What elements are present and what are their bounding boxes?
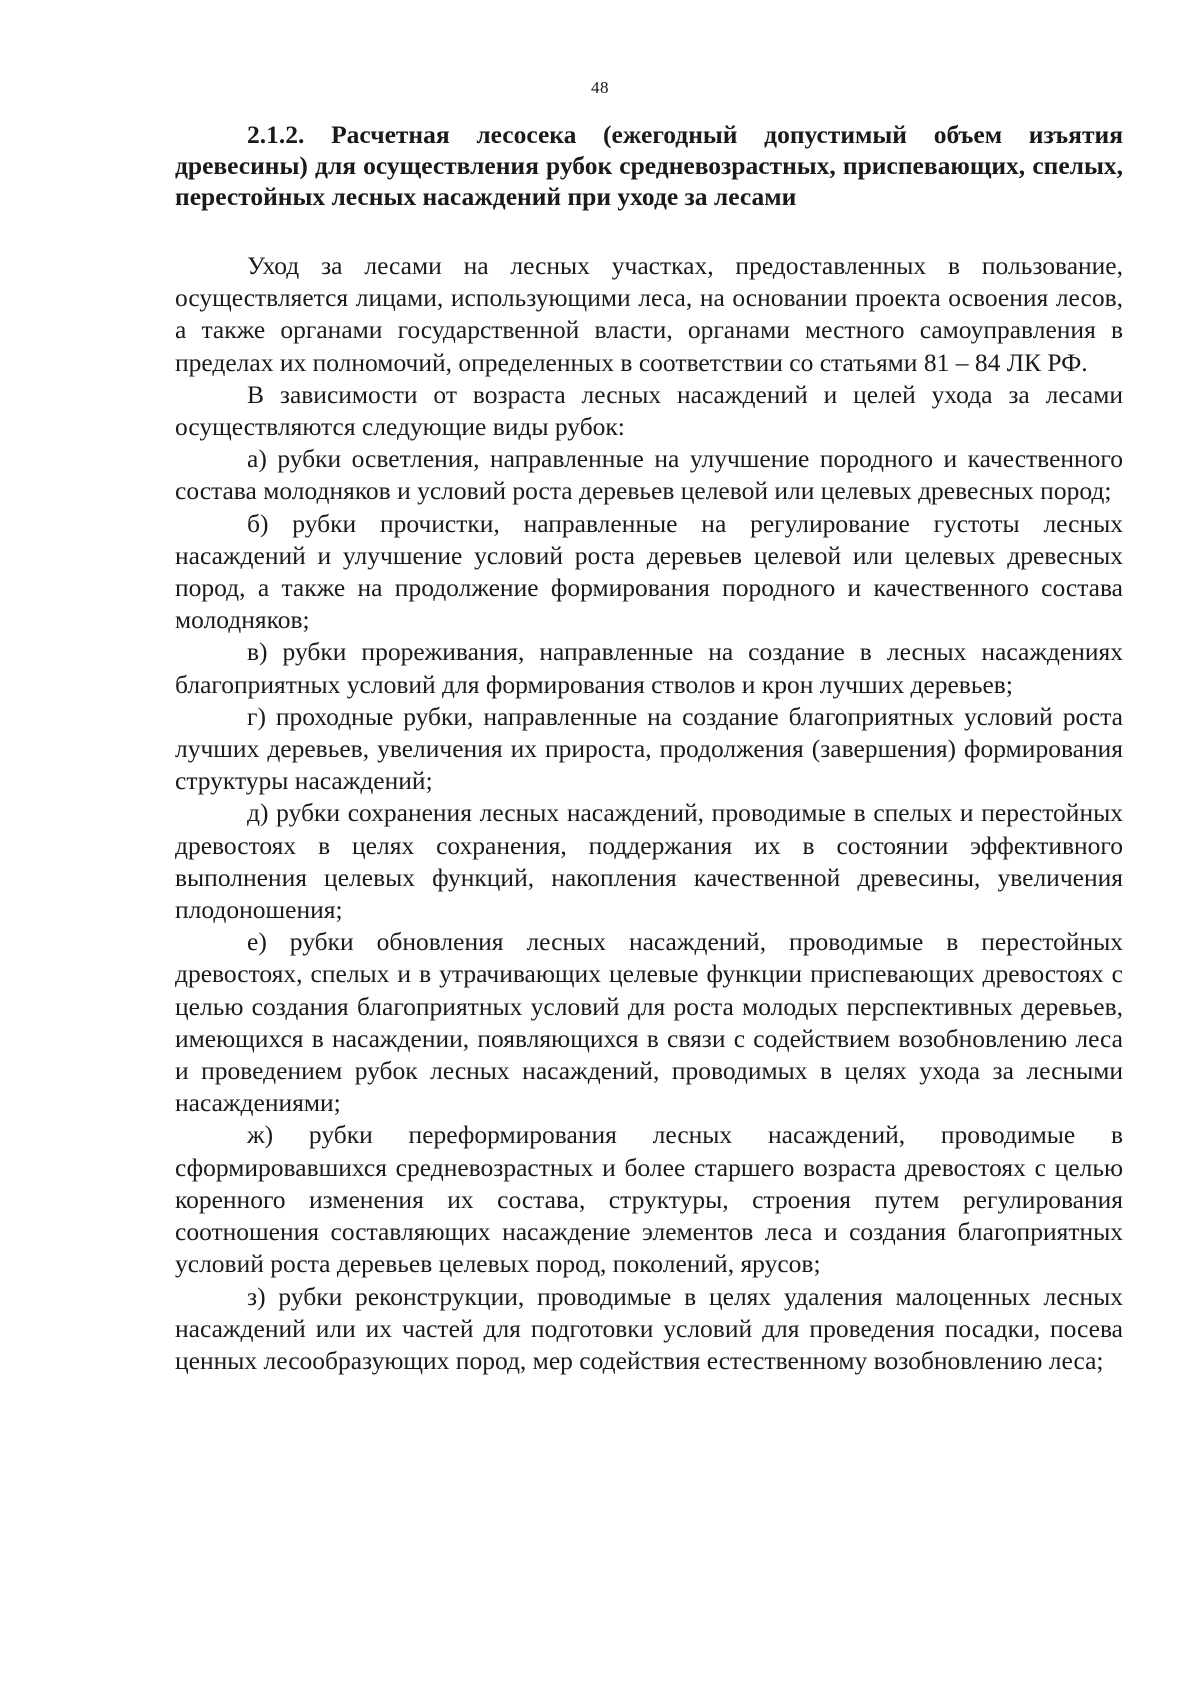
list-item-b: б) рубки прочистки, направленные на регулирование густоты лесных насаждений и улучшение условий роста деревьев целевой или целевых древесных пород, а также на продолжение формирования породного и качественного состава молодняков;	[175, 508, 1123, 635]
list-item-v: в) рубки прореживания, направленные на создание в лесных насаждениях благоприятных условий для формирования стволов и крон лучших деревьев;	[175, 637, 1123, 699]
section-heading: 2.1.2. Расчетная лесосека (ежегодный допустимый объем изъятия древесины) для осуществления рубок средневозрастных, приспевающих, спелых, перестойных лесных насаждений при уходе за лесами	[175, 120, 1123, 211]
body-text	[175, 250, 1123, 1377]
list-item-e: е) рубки обновления лесных насаждений, проводимые в перестойных древостоях, спелых и в утрачивающих целевые функции приспевающих древостоях с целью создания благоприятных условий для роста молодых перспективных деревьев, имеющихся в насаждении, появляющихся в связи с содействием возобновлению леса и проведением рубок лесных насаждений, проводимых в целях ухода за лесными насаждениями;	[175, 927, 1123, 1118]
page-number: 48	[591, 78, 609, 97]
list-item-z: з) рубки реконструкции, проводимые в целях удаления малоценных лесных насаждений или их частей для подготовки условий для проведения посадки, посева ценных лесообразующих пород, мер содействия естественному возобновлению леса;	[175, 1281, 1123, 1375]
paragraph-types-intro: В зависимости от возраста лесных насаждений и целей ухода за лесами осуществляются следующие виды рубок:	[175, 379, 1123, 442]
list-item-a: а) рубки осветления, направленные на улучшение породного и качественного состава молодняков и условий роста деревьев целевой или целевых древесных пород;	[175, 444, 1123, 506]
list-item-zh: ж) рубки переформирования лесных насаждений, проводимые в сформировавшихся средневозрастных и более старшего возраста древостоях с целью коренного изменения их состава, структуры, строения путем регулирования соотношения составляющих насаждение элементов леса и создания благоприятных условий роста деревьев целевых пород, поколений, ярусов;	[175, 1120, 1123, 1279]
paragraph-intro: Уход за лесами на лесных участках, предоставленных в пользование, осуществляется лицами, использующими леса, на основании проекта освоения лесов, а также органами государственной власти, органами местного самоуправления в пределах их полномочий, определенных в соответствии со статьями 81 – 84 ЛК РФ.	[175, 251, 1123, 377]
list-item-g: г) проходные рубки, направленные на создание благоприятных условий роста лучших деревьев, увеличения их прироста, продолжения (завершения) формирования структуры насаждений;	[175, 701, 1123, 796]
list-item-d: д) рубки сохранения лесных насаждений, проводимые в спелых и перестойных древостоях в целях сохранения, поддержания их в состоянии эффективного выполнения целевых функций, накопления качественной древесины, увеличения плодоношения;	[175, 798, 1123, 925]
